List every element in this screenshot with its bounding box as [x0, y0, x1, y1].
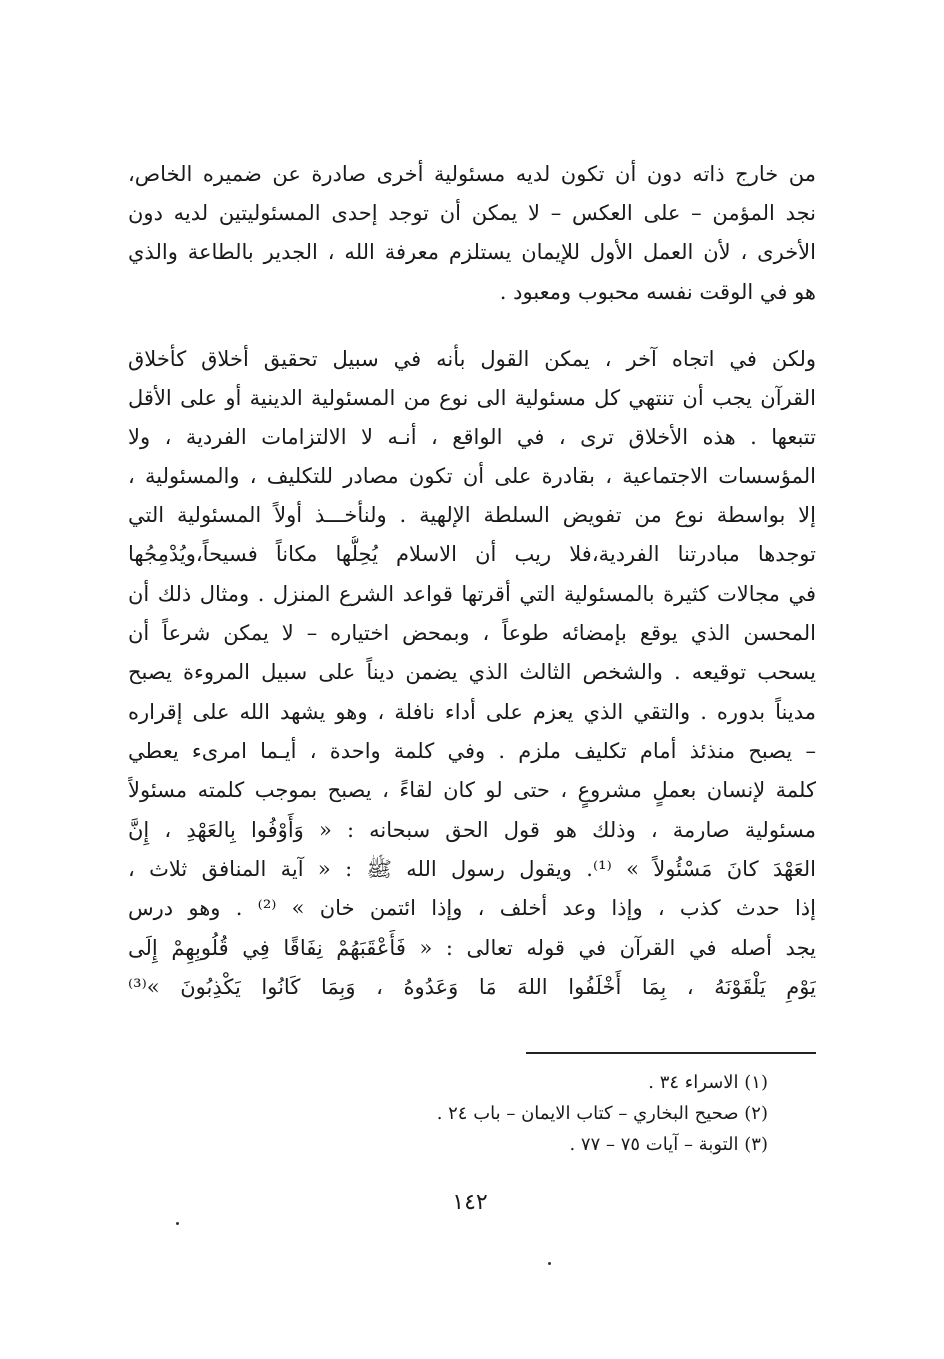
- scan-speck: [548, 1262, 551, 1265]
- text-line: توجدها مبادرتنا الفردية،فلا ريب أن الاسلام يُحِلُّها مكاناً فسيحاً،ويُدْمِجُها: [128, 542, 816, 566]
- text-line: يجد أصله في القرآن في قوله تعالى : « فَأَعْقَبَهُمْ نِفَاقًا فِي قُلُوبِهِمْ إِلَى: [128, 936, 816, 960]
- footnote-1: (١) الاسراء ٣٤ .: [648, 1072, 768, 1093]
- text-line: هو في الوقت نفسه محبوب ومعبود .: [499, 280, 816, 304]
- text-line: في مجالات كثيرة بالمسئولية التي أقرتها قواعد الشرع المنزل . ومثال ذلك أن: [128, 582, 816, 606]
- scan-speck: [176, 1222, 179, 1225]
- text-line: مسئولية صارمة ، وذلك هو قول الحق سبحانه : « وَأَوْفُوا بِالعَهْدِ ، إِنَّ: [128, 818, 816, 842]
- text-line: مديناً بدوره . والتقي الذي يعزم على أداء نافلة ، وهو يشهد الله على إقراره: [128, 700, 816, 724]
- text-line: إلا بواسطة نوع من تفويض السلطة الإلهية . ولنأخـــذ أولاً المسئولية التي: [128, 503, 816, 527]
- footnote-separator: [526, 1052, 816, 1054]
- text-line: كلمة لإنسان بعملٍ مشروعٍ ، حتى لو كان لقاءً ، يصبح بموجب كلمته مسئولاً: [128, 778, 816, 802]
- text-line: الأخرى ، لأن العمل الأول للإيمان يستلزم معرفة الله ، الجدير بالطاعة والذي: [128, 240, 816, 264]
- page-number: ١٤٢: [452, 1190, 488, 1215]
- footnote-3: (٣) التوبة – آيات ٧٥ – ٧٧ .: [569, 1134, 768, 1155]
- text-line: المحسن الذي يوقع بإمضائه طوعاً ، وبمحض اختياره – لا يمكن شرعاً أن: [128, 621, 816, 645]
- text-line: إذا حدث كذب ، وإذا وعد أخلف ، وإذا ائتمن خان » ⁽²⁾ . وهو درس: [128, 896, 816, 920]
- text-line: القرآن يجب أن تنتهي كل مسئولية الى نوع من المسئولية الدينية أو على الأقل: [128, 386, 816, 410]
- text-line: ولكن في اتجاه آخر ، يمكن القول بأنه في سبيل تحقيق أخلاق كأخلاق: [128, 347, 816, 371]
- text-line: المؤسسات الاجتماعية ، بقادرة على أن تكون مصادر للتكليف ، والمسئولية ،: [128, 464, 816, 488]
- text-line: تتبعها . هذه الأخلاق ترى ، في الواقع ، أنـه لا الالتزامات الفردية ، ولا: [128, 425, 816, 449]
- text-line: يسحب توقيعه . والشخص الثالث الذي يضمن ديناً على سبيل المروءة يصبح: [128, 660, 816, 684]
- text-line: يَوْمِ يَلْقَوْنَهُ ، بِمَا أَخْلَفُوا اللهَ مَا وَعَدُوهُ ، وَبِمَا كَانُوا يَكْذِبُونَ »⁽³⁾: [128, 975, 816, 999]
- text-line: نجد المؤمن – على العكس – لا يمكن أن توجد إحدى المسئوليتين لديه دون: [128, 201, 816, 225]
- footnote-2: (٢) صحيح البخاري – كتاب الايمان – باب ٢٤ .: [436, 1103, 768, 1124]
- text-line: من خارج ذاته دون أن تكون لديه مسئولية أخرى صادرة عن ضميره الخاص،: [128, 162, 816, 186]
- text-line: العَهْدَ كانَ مَسْئُولاً » ⁽¹⁾. ويقول رسول الله ﷺ : « آية المنافق ثلاث ،: [128, 857, 816, 881]
- text-line: – يصبح منذئذ أمام تكليف ملزم . وفي كلمة واحدة ، أيـما امرىء يعطي: [128, 739, 816, 763]
